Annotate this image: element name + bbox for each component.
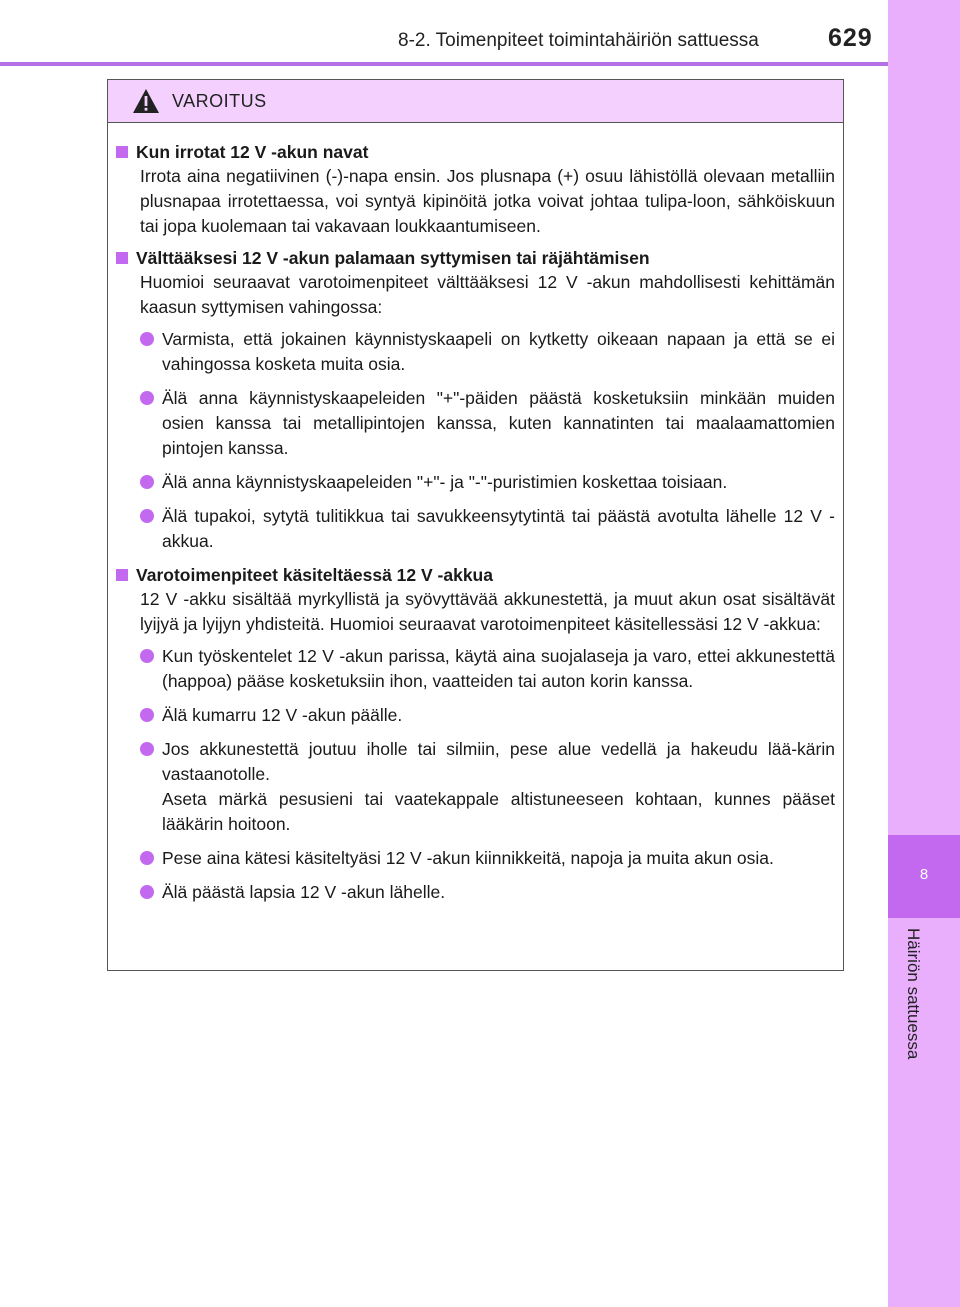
- chapter-side-tab: [888, 0, 960, 1307]
- round-bullet-icon: [140, 509, 154, 523]
- list-item-text: Varmista, että jokainen käynnistyskaapeli on kytketty oikeaan napaan ja että se ei vahingossa kosketa muita osia.: [162, 329, 835, 374]
- round-bullet-icon: [140, 742, 154, 756]
- warning-triangle-icon: [132, 88, 160, 114]
- list-item-text: Älä anna käynnistyskaapeleiden "+"- ja "-"-puristimien koskettaa toisiaan.: [162, 472, 728, 492]
- list-item: [116, 644, 835, 694]
- warning-header: [108, 80, 843, 123]
- section-paragraph: 12 V -akku sisältää myrkyllistä ja syövyttävää akkunestettä, ja muut akun osat sisältävät lyijyä ja lyijyn yhdisteitä. Huomioi seuraavat varotoimenpiteet käsitellessäsi 12 V -akkua:: [140, 589, 835, 634]
- round-bullet-icon: [140, 391, 154, 405]
- section-heading-text: Varotoimenpiteet käsiteltäessä 12 V -akkua: [136, 565, 493, 585]
- section-heading-text: Välttääksesi 12 V -akun palamaan syttymisen tai räjähtämisen: [136, 248, 650, 268]
- list-item: [116, 880, 835, 905]
- round-bullet-icon: [140, 885, 154, 899]
- list-item: [116, 504, 835, 554]
- warning-body: [108, 123, 843, 905]
- section-heading-handling: [116, 563, 835, 587]
- square-bullet-icon: [116, 146, 128, 158]
- round-bullet-icon: [140, 649, 154, 663]
- list-item: [116, 703, 835, 728]
- list-item-text: Kun työskentelet 12 V -akun parissa, käytä aina suojalaseja ja varo, ettei akkunestettä (happoa) pääse kosketuksiin ihon, vaatteiden tai auton korin kanssa.: [162, 646, 835, 691]
- round-bullet-icon: [140, 475, 154, 489]
- round-bullet-icon: [140, 708, 154, 722]
- square-bullet-icon: [116, 569, 128, 581]
- list-item-text: Älä anna käynnistyskaapeleiden "+"-päiden päästä kosketuksiin minkään muiden osien kanssa tai metallipintojen kanssa, kuten kannatinten tai maalaamattomien pintojen kanssa.: [162, 388, 835, 458]
- list-item-text: Pese aina kätesi käsiteltyäsi 12 V -akun kiinnikkeitä, napoja ja muita akun osia.: [162, 848, 774, 868]
- list-item: [116, 470, 835, 495]
- list-item-text: Älä tupakoi, sytytä tulitikkua tai savukkeensytytintä tai päästä avotulta lähelle 12 V -akkua.: [162, 506, 835, 551]
- list-item: [116, 737, 835, 837]
- list-item: [116, 327, 835, 377]
- section-title: 8-2. Toimenpiteet toimintahäiriön sattuessa: [398, 30, 759, 51]
- list-item: [116, 846, 835, 871]
- page-number: 629: [828, 24, 873, 52]
- list-item-text: Älä päästä lapsia 12 V -akun lähelle.: [162, 882, 446, 902]
- section-paragraph: Huomioi seuraavat varotoimenpiteet välttääksesi 12 V -akun mahdollisesti kehittämän kaasun syttymisen vahingossa:: [140, 272, 835, 317]
- section-heading-text: Kun irrotat 12 V -akun navat: [136, 142, 369, 162]
- round-bullet-icon: [140, 851, 154, 865]
- section-heading-fire-prevention: [116, 246, 835, 270]
- list-item-text: Älä kumarru 12 V -akun päälle.: [162, 705, 403, 725]
- list-item-text: Jos akkunestettä joutuu iholle tai silmiin, pese alue vedellä ja hakeudu lää-kärin vastaanotolle.: [162, 739, 835, 784]
- list-item-extra-text: Aseta märkä pesusieni tai vaatekappale altistuneeseen kohtaan, kunnes pääset lääkärin hoitoon.: [162, 789, 835, 834]
- warning-box: [107, 79, 844, 971]
- section-heading-disconnect: [116, 140, 835, 164]
- chapter-number-tab[interactable]: 8: [888, 835, 960, 918]
- header-rule: [0, 62, 888, 66]
- chapter-label: Häiriön sattuessa: [904, 928, 923, 1060]
- list-item: [116, 386, 835, 461]
- warning-title: VAROITUS: [172, 90, 267, 111]
- round-bullet-icon: [140, 332, 154, 346]
- section-paragraph: Irrota aina negatiivinen (-)-napa ensin. Jos plusnapa (+) osuu lähistöllä olevaan metalliin plusnapaa irrotettaessa, voi syntyä kipinöitä jotka voivat johtaa tulipa-loon, sähköiskuun tai jopa kuolemaan tai vakavaan loukkaantumiseen.: [140, 166, 835, 236]
- square-bullet-icon: [116, 252, 128, 264]
